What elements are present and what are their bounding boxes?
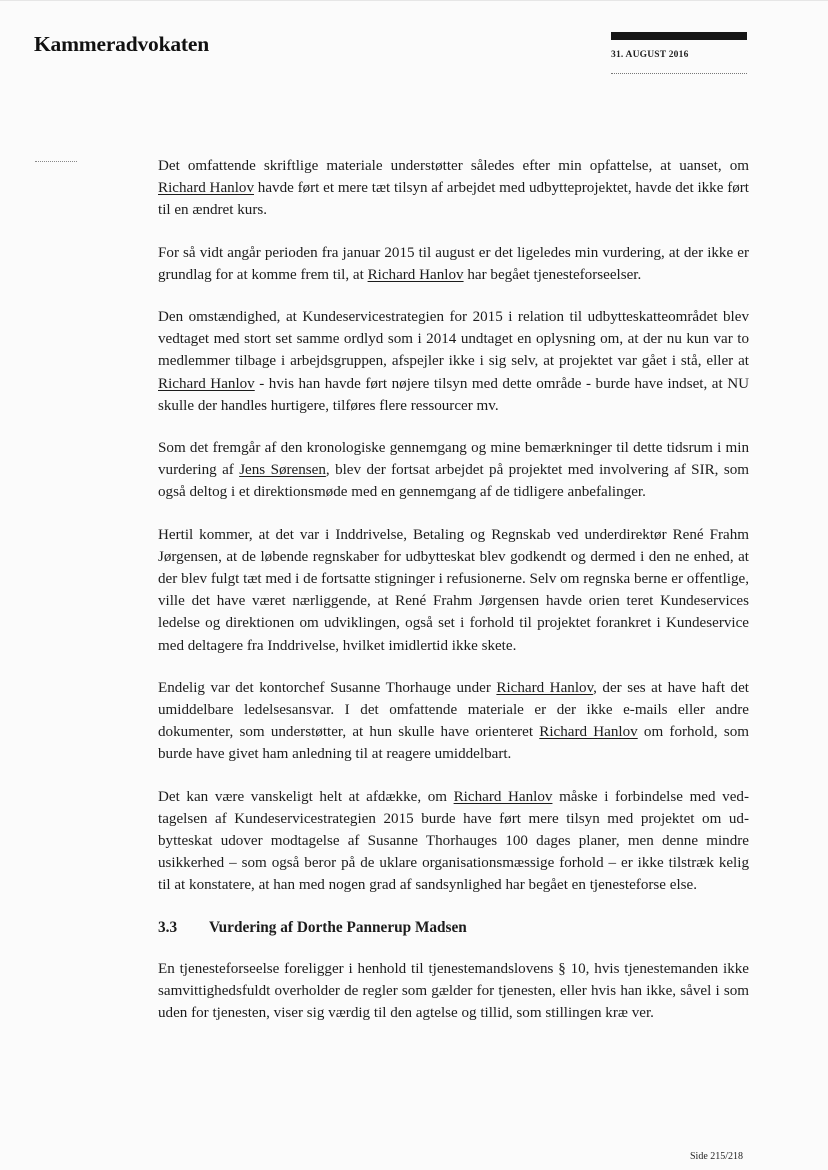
text: , der ses at have haft det umiddelbare ledelsesansvar. I det omfattende materiale er der ikke e-mails eller andre dokumenter, som understøtter, at hun skulle have orienteret: [158, 679, 749, 741]
paragraph-final: En tjenesteforseelse foreligger i henhold til tjenestemandslovens § 10, hvis tjenestemanden ikke samvittighedsfuldt overholder de regler som gælder for tjenesten, eller hvis han ikke, såvel i som uden for tjenesten, viser sig værdig til den agtelse og tillid, som stillingen kræ ver.: [158, 960, 749, 1022]
text: , blev der fortsat arbejdet på projektet med involvering af SIR, som også deltog i et direktionsmøde med en gennemgang af de tidligere anbefalinger.: [158, 462, 749, 501]
header-dotted-rule: [611, 73, 747, 74]
page-number: Side 215/218: [690, 1151, 744, 1162]
section-number: 3.3: [158, 918, 178, 936]
paragraph-7: [158, 786, 749, 897]
text: For så vidt angår perioden fra januar 2015 til august er det ligeledes min vurdering, at der ikke er grundlag for at komme frem til, at: [158, 244, 749, 283]
text: måske i forbindelse med ved tagelsen af Kundeservicestrategien 2015 burde have ført mere tilsyn med projektet om ud bytteskat udover modtagelse af Susanne Thorhauges 100 dages planer, men denne mindre usikkerhed – som også beror på de uklare organisationsmæssige forhold – er ikke tilstræk kelig til at konstatere, at han med nogen grad af sandsynlighed har begået en tjenesteforse else.: [158, 788, 749, 894]
text: Endelig var det kontorchef Susanne Thorhauge under: [158, 679, 497, 696]
paragraph-2: [158, 242, 749, 286]
text: Det omfattende skriftlige materiale understøtter således efter min opfattelse, at uanset, om: [158, 158, 749, 174]
text: Hertil kommer, at det var i Inddrivelse, Betaling og Regnskab ved underdirektør René Frahm Jørgensen, at de løbende regnskaber for udbytteskat blev godkendt og dermed i den ne enhed, at der blev fulgt tæt med i de fortsatte stigninger i refusionerne. Selv om regnska berne er offentlige, ville det have været nærliggende, at René Frahm Jørgensen havde orien teret Kundeservices ledelse og direktionen om udviklingen, også set i forhold til projektet forankret i Kundeservice med deltagere fra Inddrivelse, hvilket imidlertid ikke skete.: [158, 526, 749, 654]
paragraph-6: [158, 677, 749, 766]
paragraph-1: [158, 155, 749, 222]
page-edge: [0, 0, 828, 1]
person-name: Richard Hanlov: [496, 679, 594, 696]
header-date: 31. AUGUST 2016: [611, 50, 689, 60]
text: Den omstændighed, at Kundeservicestrategien for 2015 i relation til udbytteskatteområdet blev vedtaget med stort set samme ordlyd som i 2014 undtaget en oplysning om, at der nu kun var to medlemmer tilbage i arbejdsgruppen, afspejler ikke i sig selv, at projektet var gået i stå, eller at: [158, 309, 749, 370]
person-name: Richard Hanlov: [158, 375, 255, 392]
paragraph-3: [158, 306, 749, 417]
person-name: Richard Hanlov: [539, 724, 638, 741]
person-name: Richard Hanlov: [367, 266, 464, 283]
person-name: Richard Hanlov: [453, 788, 553, 805]
text: om forhold, som burde have givet ham anledning til at reagere umiddelbart.: [158, 724, 750, 763]
text: Som det fremgår af den kronologiske gennemgang og mine bemærkninger til dette tidsrum i min vurdering af: [158, 440, 749, 479]
header-bar: [611, 32, 747, 40]
paragraph-4: [158, 437, 749, 504]
text: Det kan være vanskeligt helt at afdække, om: [158, 788, 454, 805]
person-name: Jens Sørensen: [239, 462, 326, 479]
text: havde ført et mere tæt tilsyn af arbejdet med udbytteprojektet, havde det ikke ført til en ændret kurs.: [158, 180, 749, 219]
header-title: Kammeradvokaten: [34, 32, 209, 56]
document-body: [158, 155, 749, 1044]
text: - hvis han havde ført nøjere tilsyn med dette område - burde have indset, at NU skulle der handles hurtigere, tilføres flere ressourcer mv.: [158, 375, 749, 414]
paragraph-5: [158, 524, 749, 657]
section-title: Vurdering af Dorthe Pannerup Madsen: [209, 918, 467, 936]
text: har begået tjenesteforseelser.: [463, 266, 642, 283]
margin-dotted-rule: [35, 161, 77, 162]
person-name: Richard Hanlov: [158, 180, 254, 197]
section-heading: [158, 917, 749, 939]
